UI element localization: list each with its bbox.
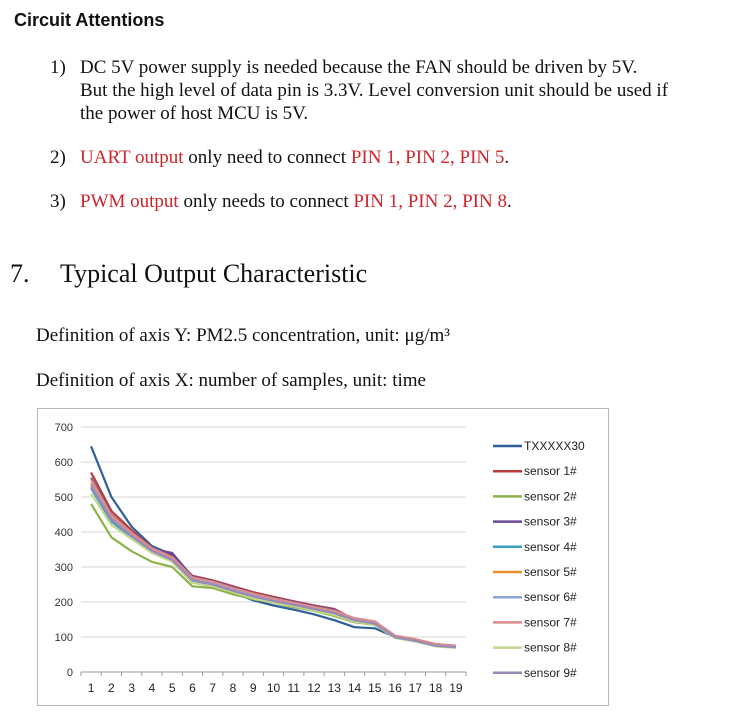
- uart-pins: PIN 1, PIN 2, PIN 5: [350, 147, 505, 168]
- attention-item-3: [50, 190, 512, 213]
- x-tick-label: 3: [128, 681, 136, 695]
- item-number: 1): [50, 57, 66, 78]
- item-number: 3): [50, 191, 66, 212]
- x-tick-label: 9: [249, 681, 257, 695]
- item-period: .: [504, 147, 510, 168]
- section-title: [10, 259, 367, 289]
- legend-label: sensor 7#: [524, 615, 577, 630]
- pwm-output-label: PWM output: [80, 191, 179, 212]
- legend-label: sensor 2#: [524, 489, 577, 504]
- y-tick-label: 600: [54, 457, 73, 469]
- series-line-3: [91, 478, 456, 647]
- legend-label: TXXXXX30: [524, 439, 585, 453]
- y-tick-label: 0: [66, 667, 73, 679]
- x-tick-label: 15: [368, 681, 382, 695]
- output-chart: [38, 409, 608, 705]
- x-tick-label: 2: [108, 681, 115, 695]
- attention-item-2: [50, 146, 509, 169]
- legend-label: sensor 5#: [524, 565, 577, 579]
- legend-label: sensor 1#: [524, 464, 577, 479]
- x-tick-label: 18: [428, 681, 443, 695]
- y-tick-label: 700: [54, 422, 73, 434]
- series-line-4: [91, 488, 456, 647]
- legend-label: sensor 3#: [524, 514, 577, 529]
- item-text-line-3: the power of host MCU is 5V.: [80, 103, 309, 124]
- item-text-line-2: But the high level of data pin is 3.3V. Level conversion unit should be used if: [80, 80, 669, 101]
- item-text-line-1: DC 5V power supply is needed because the FAN should be driven by 5V.: [80, 57, 638, 78]
- x-tick-label: 4: [148, 681, 156, 695]
- x-tick-label: 7: [209, 681, 217, 695]
- series-line-5: [91, 483, 456, 647]
- x-tick-label: 17: [408, 681, 423, 695]
- attention-item-1: [50, 56, 715, 125]
- series-line-7: [91, 480, 456, 647]
- x-tick-label: 1: [87, 681, 95, 695]
- legend-label: sensor 6#: [524, 590, 577, 605]
- x-tick-label: 10: [266, 681, 281, 695]
- series-line-6: [91, 485, 456, 647]
- x-tick-label: 19: [449, 681, 463, 695]
- x-tick-label: 13: [327, 681, 341, 695]
- item-text: only need to connect: [183, 147, 351, 168]
- y-tick-label: 500: [54, 492, 73, 504]
- y-axis-definition: Definition of axis Y: PM2.5 concentration, unit: μg/m³: [36, 325, 450, 346]
- y-tick-label: 400: [54, 527, 73, 539]
- x-axis-definition: Definition of axis X: number of samples, unit: time: [36, 370, 426, 391]
- x-tick-label: 6: [189, 681, 196, 695]
- y-tick-label: 100: [54, 632, 73, 644]
- legend-label: sensor 4#: [524, 539, 577, 554]
- item-period: .: [506, 191, 512, 212]
- item-text: only needs to connect: [178, 191, 354, 212]
- y-tick-label: 300: [54, 562, 73, 574]
- legend-label: sensor 9#: [524, 665, 577, 680]
- x-tick-label: 16: [388, 681, 402, 695]
- x-tick-label: 14: [347, 681, 362, 695]
- section-heading: Circuit Attentions: [14, 10, 165, 30]
- section-title-text: Typical Output Characteristic: [60, 259, 368, 288]
- series-line-8: [91, 494, 456, 648]
- legend-label: sensor 8#: [524, 640, 577, 655]
- uart-output-label: UART output: [80, 147, 184, 168]
- x-tick-label: 5: [168, 681, 176, 695]
- chart-frame: [37, 408, 609, 706]
- x-tick-label: 12: [307, 681, 321, 695]
- x-tick-label: 8: [229, 681, 237, 695]
- y-tick-label: 200: [54, 597, 73, 609]
- pwm-pins: PIN 1, PIN 2, PIN 8: [353, 191, 507, 212]
- x-tick-label: 11: [287, 681, 300, 695]
- series-line-2: [91, 504, 456, 648]
- section-number: 7.: [10, 259, 30, 288]
- item-number: 2): [50, 147, 66, 168]
